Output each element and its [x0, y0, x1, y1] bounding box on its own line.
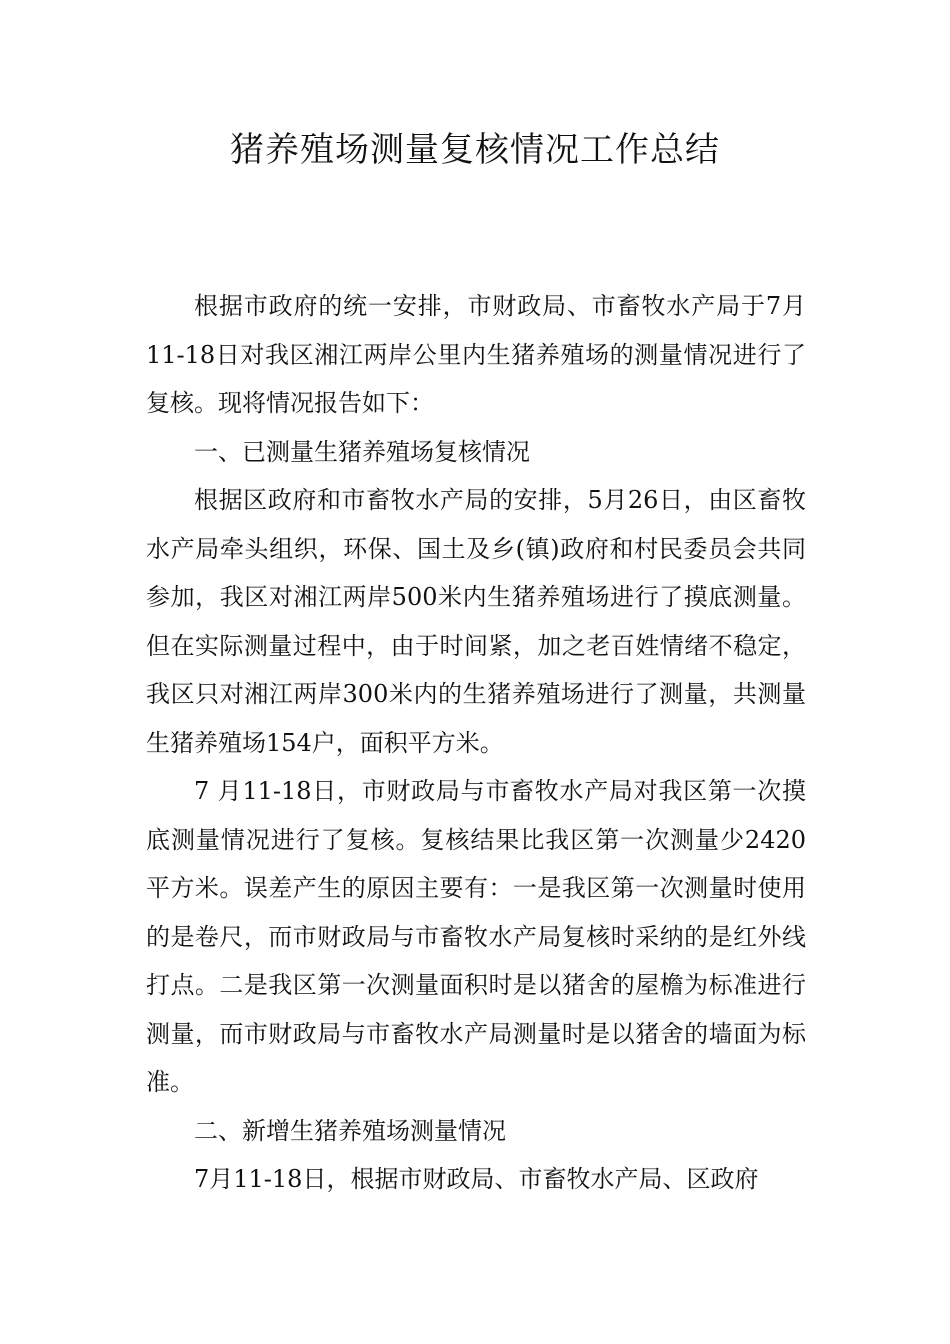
section-heading-1: 一、已测量生猪养殖场复核情况 [194, 437, 530, 466]
paragraph-review-result: 7 月11-18日，市财政局与市畜牧水产局对我区第一次摸底测量情况进行了复核。复核结果比我区第一次测量少2420平方米。误差产生的原因主要有：一是我区第一次测量时使用的是卷尺，而市财政局与市畜牧水产局复核时采纳的是红外线打点。二是我区第一次测量面积时是以猪舍的屋檐为标准进行测量，而市财政局与市畜牧水产局测量时是以猪舍的墙面为标准。 [146, 777, 806, 1096]
section-heading-2: 二、新增生猪养殖场测量情况 [194, 1116, 506, 1145]
paragraph-initial-survey: 根据区政府和市畜牧水产局的安排，5月26日，由区畜牧水产局牵头组织，环保、国土及乡(镇)政府和村民委员会共同参加，我区对湘江两岸500米内生猪养殖场进行了摸底测量。但在实际测量过程中，由于时间紧，加之老百姓情绪不稳定，我区只对湘江两岸300米内的生猪养殖场进行了测量，共测量生猪养殖场154户，面积平方米。 [146, 486, 806, 757]
document-body [146, 282, 806, 1204]
document-title: 猪养殖场测量复核情况工作总结 [230, 130, 720, 170]
paragraph-intro: 根据市政府的统一安排，市财政局、市畜牧水产局于7月11-18日对我区湘江两岸公里内生猪养殖场的测量情况进行了复核。现将情况报告如下： [146, 292, 806, 417]
paragraph-new-farms: 7月11-18日，根据市财政局、市畜牧水产局、区政府 [194, 1165, 759, 1193]
